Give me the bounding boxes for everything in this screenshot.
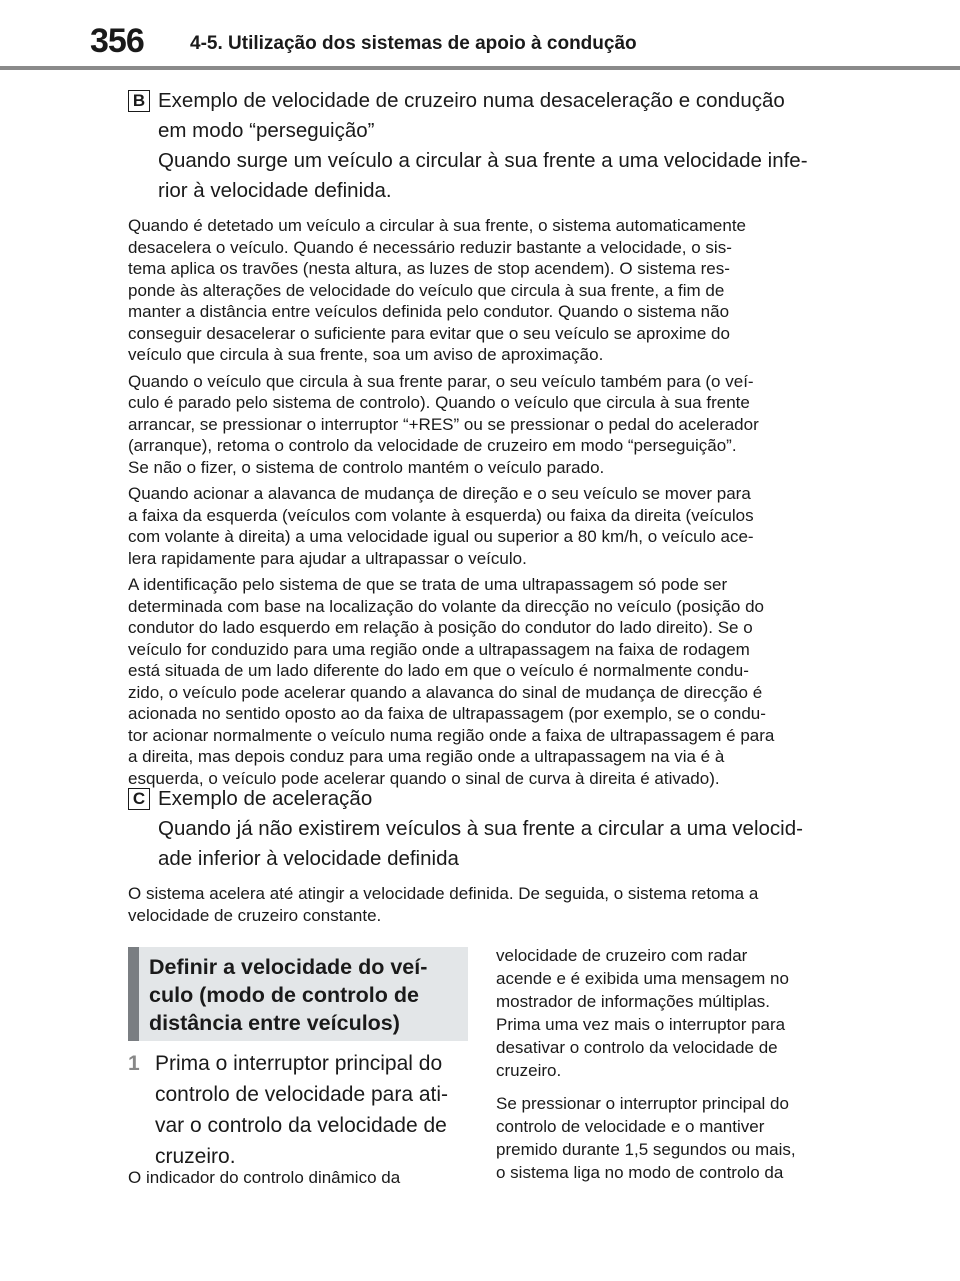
text-line: veículo que circula à sua frente, soa um aviso de aproximação. xyxy=(128,345,604,364)
text-line: Se não o fizer, o sistema de controlo mantém o veículo parado. xyxy=(128,457,605,477)
section-b-paragraph-2 xyxy=(128,371,828,479)
section-c-heading xyxy=(158,784,828,874)
section-heading-line: Definir a velocidade do veí- xyxy=(149,955,428,979)
text-line: cruzeiro. xyxy=(496,1061,562,1080)
step-text-line: cruzeiro. xyxy=(155,1145,236,1168)
header-rule xyxy=(0,66,960,70)
text-line: Quando acionar a alavanca de mudança de direção e o seu veículo se mover para xyxy=(128,484,751,503)
chapter-title: 4-5. Utilização dos sistemas de apoio à condução xyxy=(190,33,637,54)
text-line: O sistema acelera até atingir a velocidade definida. De seguida, o sistema retoma a xyxy=(128,884,759,903)
text-line: veículo for conduzido para uma região onde a ultrapassagem na faixa de rodagem xyxy=(128,639,750,659)
text-line: ponde às alterações de velocidade do veículo que circula à sua frente, a fim de xyxy=(128,280,725,300)
section-b-paragraph-1 xyxy=(128,215,828,366)
section-b xyxy=(128,86,828,789)
section-b-badge: B xyxy=(128,90,150,112)
section-b-heading-line: Exemplo de velocidade de cruzeiro numa desaceleração e condução xyxy=(158,89,785,112)
right-paragraph-1 xyxy=(496,944,836,1082)
text-line: acende e é exibida uma mensagem no xyxy=(496,969,789,988)
section-b-heading-line: Quando surge um veículo a circular à sua frente a uma velocidade infe- xyxy=(158,149,808,172)
section-b-paragraph-3 xyxy=(128,483,828,569)
text-line: com volante à direita) a uma velocidade igual ou superior a 80 km/h, o veículo ace- xyxy=(128,527,754,546)
section-c-badge: C xyxy=(128,788,150,810)
text-line: acionada no sentido oposto ao da faixa de ultrapassagem (por exemplo, se o condu- xyxy=(128,704,766,723)
section-heading-box xyxy=(128,947,468,1041)
text-line: determinada com base na localização do volante da direcção no veículo (posição do xyxy=(128,596,765,616)
step-text-line: Prima o interruptor principal do xyxy=(155,1052,443,1075)
section-heading-line: distância entre veículos) xyxy=(149,1011,400,1035)
text-line: premido durante 1,5 segundos ou mais, xyxy=(496,1140,796,1159)
text-line: arrancar, se pressionar o interruptor “+RES” ou se pressionar o pedal do acelerador xyxy=(128,414,759,434)
text-line: zido, o veículo pode acelerar quando a alavanca do sinal de mudança de direcção é xyxy=(128,682,763,702)
section-c-paragraph-1 xyxy=(128,883,828,926)
text-line: mostrador de informações múltiplas. xyxy=(496,992,771,1011)
text-line: culo é parado pelo sistema de controlo). Quando o veículo que circula à sua frente xyxy=(128,393,750,412)
page-number: 356 xyxy=(90,22,144,60)
text-line: velocidade de cruzeiro com radar xyxy=(496,946,748,965)
text-line: a direita, mas depois conduz para uma região onde a ultrapassagem na via é à xyxy=(128,747,725,766)
text-line: A identificação pelo sistema de que se trata de uma ultrapassagem só pode ser xyxy=(128,575,728,594)
text-line: desacelera o veículo. Quando é necessário reduzir bastante a velocidade, o sis- xyxy=(128,237,732,257)
section-c-heading-line: Quando já não existirem veículos à sua frente a circular a uma velocid- xyxy=(158,817,803,840)
text-line: lera rapidamente para ajudar a ultrapassar o veículo. xyxy=(128,548,527,568)
text-line: Quando o veículo que circula à sua frente parar, o seu veículo também para (o veí- xyxy=(128,371,754,391)
text-line: conseguir desacelerar o suficiente para evitar que o seu veículo se aproxime do xyxy=(128,323,730,343)
step-1 xyxy=(128,1048,468,1172)
right-paragraph-2 xyxy=(496,1092,836,1184)
step-text-line: controlo de velocidade para ati- xyxy=(155,1083,449,1106)
text-line: condutor do lado esquerdo em relação à posição do condutor do lado direito). Se o xyxy=(128,618,753,637)
section-b-heading xyxy=(158,86,828,206)
text-line: Quando é detetado um veículo a circular à sua frente, o sistema automaticamente xyxy=(128,216,747,235)
text-line: tema aplica os travões (nesta altura, as luzes de stop acendem). O sistema res- xyxy=(128,259,730,278)
section-b-heading-line: rior à velocidade definida. xyxy=(158,179,392,202)
text-line: desativar o controlo da velocidade de xyxy=(496,1038,778,1057)
section-heading-line: culo (modo de controlo de xyxy=(149,983,419,1007)
text-line: manter a distância entre veículos definida pelo condutor. Quando o sistema não xyxy=(128,302,730,321)
text-line: tor acionar normalmente o veículo numa região onde a faixa de ultrapassagem é para xyxy=(128,725,775,745)
step-number: 1 xyxy=(128,1052,140,1075)
text-line: controlo de velocidade e o mantiver xyxy=(496,1117,765,1136)
step-text-line: var o controlo da velocidade de xyxy=(155,1114,447,1137)
right-column xyxy=(496,944,836,1184)
section-b-heading-line: em modo “perseguição” xyxy=(158,119,375,142)
page-header xyxy=(0,0,960,72)
text-line: Prima uma vez mais o interruptor para xyxy=(496,1015,786,1034)
text-line: (arranque), retoma o controlo da velocidade de cruzeiro em modo “perseguição”. xyxy=(128,436,737,455)
text-line: o sistema liga no modo de controlo da xyxy=(496,1163,784,1182)
text-line: a faixa da esquerda (veículos com volante à esquerda) ou faixa da direita (veículos xyxy=(128,505,754,525)
section-b-paragraph-4 xyxy=(128,574,828,789)
text-line: velocidade de cruzeiro constante. xyxy=(128,905,382,925)
text-line: Se pressionar o interruptor principal do xyxy=(496,1094,789,1113)
step-note: O indicador do controlo dinâmico da xyxy=(128,1168,401,1187)
text-line: está situada de um lado diferente do lado em que o veículo é normalmente condu- xyxy=(128,661,749,680)
step-text xyxy=(155,1048,468,1172)
section-c xyxy=(128,784,828,926)
section-c-heading-line: Exemplo de aceleração xyxy=(158,787,373,810)
text-line: esquerda, o veículo pode acelerar quando o sinal de curva à direita é ativado). xyxy=(128,768,720,788)
section-c-heading-line: ade inferior à velocidade definida xyxy=(158,847,459,870)
